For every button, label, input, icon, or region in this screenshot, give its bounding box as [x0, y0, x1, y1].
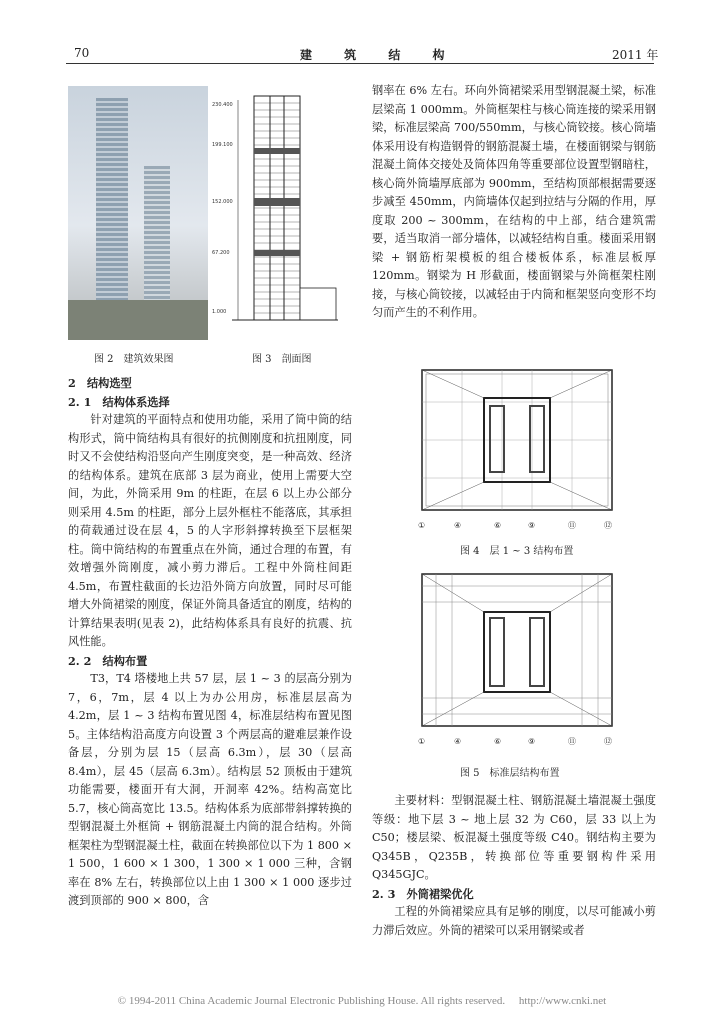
right-column-bottom [372, 792, 656, 940]
fig2-caption: 图 2 建筑效果图 [94, 354, 174, 365]
axis-label-6b: ⑥ [494, 737, 502, 746]
header-rule [66, 63, 654, 64]
axis-label-11: ⑪ [568, 521, 576, 530]
paragraph-belt-beam: 工程的外筒裙梁应具有足够的刚度，以尽可能减小剪力滞后效应。外筒的裙梁可以采用钢梁或者 [372, 905, 656, 937]
podium [68, 300, 208, 340]
paragraph-continued: 钢率在 6% 左右。环向外筒裙梁采用型钢混凝土梁，标准层梁高 1 000mm。外筒框架柱与核心筒连接的梁采用钢梁，标准层梁高 700/550mm，与核心筒铰接。核心筒墙体采用设有构造钢骨的钢筋混凝土墙，在楼面钢梁与钢筋混凝土筒体交接处及筒体四角等重要部位设置型钢暗柱，核心筒外筒墙厚底部为 900mm，至结构顶部根据需要逐步减至 450mm，内筒墙体仅起到拉结与分隔的作用，厚度取 200 ~ 300mm，在结构的中上部，结合建筑需要，适当取消一部分墙体，以减轻结构自重。楼面采用钢梁 + 钢筋桁架模板的组合楼板体系，标准层板厚 120mm。钢梁为 H 形截面，楼面钢梁与外筒框架柱刚接，与核心筒铰接，以减轻由于内筒和框架竖向变形不均匀而产生的不利作用。 [372, 84, 656, 319]
axis-label-6: ⑥ [494, 521, 502, 530]
section-heading-2-3: 2. 3 外筒裙梁优化 [372, 886, 474, 901]
tower-t3 [96, 98, 128, 328]
section-drawing [212, 88, 340, 338]
axis-label-12: ⑫ [604, 521, 612, 530]
section-heading-2: 2 结构选型 [68, 376, 132, 390]
axis-label-9b: ⑨ [528, 737, 536, 746]
axis-label-11b: ⑪ [568, 737, 576, 746]
fig4-caption: 图 4 层 1 ~ 3 结构布置 [460, 546, 574, 557]
fig5-caption: 图 5 标准层结构布置 [460, 768, 560, 779]
right-column-top [372, 82, 656, 323]
paragraph-structure-selection: 针对建筑的平面特点和使用功能，采用了筒中筒的结构形式，筒中筒结构具有很好的抗侧刚度和抗扭刚度，同时又不会使结构沿竖向产生刚度突变，是一种高效、经济的结构体系。建筑在底部 3 层为商业，使用上需要大空间，为此，外筒采用 9m 的柱距，在层 6 以上办公部分则采用 4.5m 的柱距，部分上层外框柱不能落底，其承担的荷载通过设在层 4，5 的人字形斜撑转换至下层框架柱。筒中筒结构的布置重点在外筒，通过合理的布置，有效增强外筒刚度，减小剪力滞后。工程中外筒柱间距 4.5m，布置柱截面的长边沿外筒方向放置，同时尽可能增大外筒裙梁的刚度，保证外筒具备适宜的刚度，结构的计算结果表明(见表 2)，此结构体系具有良好的抗震、抗风性能。 [68, 413, 352, 648]
fig3-caption: 图 3 剖面图 [252, 354, 312, 365]
axis-label-12b: ⑫ [604, 737, 612, 746]
elev-label-1: 199.100 [212, 142, 233, 148]
plan-standard-floor-drawing [412, 566, 622, 750]
copyright-footer: © 1994-2011 China Academic Journal Electronic Publishing House. All rights reserved. http://www.cnki.net [117, 995, 607, 1007]
elev-label-0: 230.400 [212, 102, 233, 108]
section-heading-2-1: 2. 1 结构体系选择 [68, 394, 170, 409]
left-column [68, 374, 352, 911]
axis-label-4b: ④ [454, 737, 462, 746]
page-number: 70 [74, 46, 90, 60]
elev-label-4: 1.000 [212, 309, 227, 315]
paragraph-materials: 主要材料：型钢混凝土柱、钢筋混凝土墙混凝土强度等级：地下层 3 ~ 地上层 32 为 C60，层 33 以上为 C50；楼层梁、板混凝土强度等级 C40。钢结构主要为 Q345B，Q235B，转换部位等重要钢构件采用 Q345GJC。 [372, 794, 656, 881]
plan-floors-1-3-drawing [412, 362, 622, 534]
axis-label-4: ④ [454, 521, 462, 530]
running-header [0, 42, 724, 62]
building-rendering-image [68, 86, 208, 340]
axis-label-1: ① [418, 521, 426, 530]
journal-title: 建 筑 结 构 [300, 48, 459, 62]
axis-label-9: ⑨ [528, 521, 536, 530]
section-heading-2-2: 2. 2 结构布置 [68, 653, 148, 668]
elev-label-3: 67.200 [212, 250, 230, 256]
elev-label-2: 152.000 [212, 199, 233, 205]
year: 2011 年 [612, 48, 659, 62]
axis-label-1b: ① [418, 737, 426, 746]
paragraph-structure-layout: T3，T4 塔楼地上共 57 层，层 1 ~ 3 的层高分别为 7，6，7m，层 4 以上为办公用房，标准层层高为 4.2m，层 1 ~ 3 结构布置见图 4，标准层结构布置见图 5。主体结构沿高度方向设置 3 个两层高的避难层兼作设备层，分别为层 15（层高 6.3m），层 30（层高 8.4m），层 45（层高 6.3m）。结构层 52 顶板由于建筑功能需要，楼面开有大洞，开洞率 42%。结构高宽比 5.7，核心筒高宽比 13.5。结构体系为底部带斜撑转换的型钢混凝土外框筒 + 钢筋混凝土内筒的混合结构。外筒框架柱为型钢混凝土柱，截面在转换部位以下为 1 800 × 1 500，1 600 × 1 300，1 300 × 1 000 三种，含钢率在 8% 左右，转换部位以上由 1 300 × 1 000 逐步过渡到顶部的 900 × 800，含 [68, 672, 352, 907]
